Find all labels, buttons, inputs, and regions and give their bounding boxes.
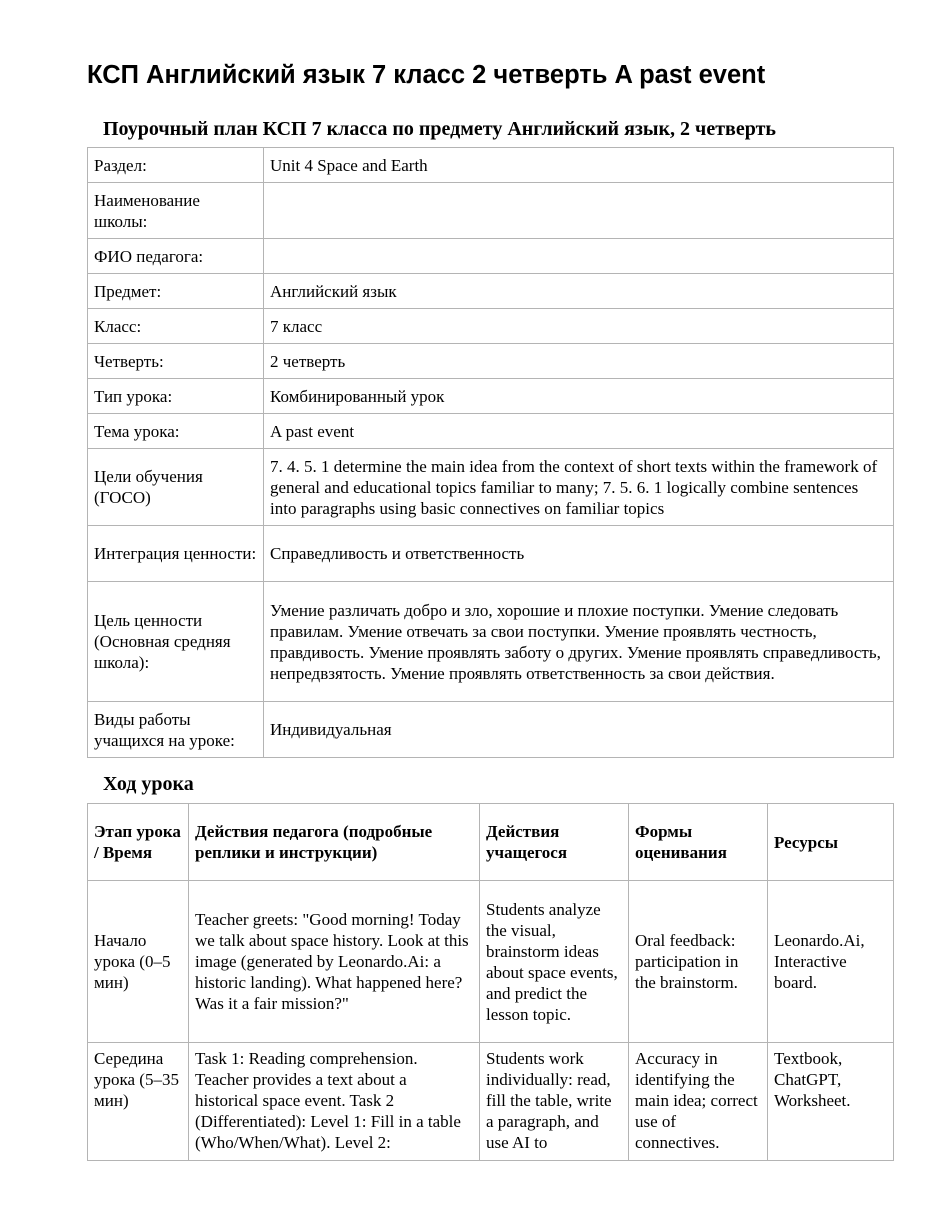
info-value: Умение различать добро и зло, хорошие и плохие поступки. Умение следовать правилам. Умение отвечать за свои поступки. Умение проявлять честность, правдивость. Умение проявлять заботу о других. Умение проявлять справедливость, непредвзятость. Умение проявлять ответственность за свои действия. <box>264 582 894 702</box>
info-label: Тема урока: <box>88 414 264 449</box>
assessment-cell: Accuracy in identifying the main idea; correct use of connectives. <box>629 1043 768 1161</box>
info-label: Четверть: <box>88 344 264 379</box>
info-label: Цель ценности (Основная средняя школа): <box>88 582 264 702</box>
table-row <box>88 1043 894 1161</box>
info-row-section <box>88 148 894 183</box>
document-title: КСП Английский язык 7 класс 2 четверть A past event <box>87 61 766 89</box>
stage-cell: Начало урока (0–5 мин) <box>88 881 189 1043</box>
column-header-assessment: Формы оценивания <box>629 804 768 881</box>
info-value <box>264 183 894 239</box>
info-row-value-integration <box>88 526 894 582</box>
column-header-student-actions: Действия учащегося <box>480 804 629 881</box>
info-label: Виды работы учащихся на уроке: <box>88 702 264 758</box>
teacher-actions-cell: Task 1: Reading comprehension. Teacher provides a text about a historical space event. Task 2 (Differentiated): Level 1: Fill in a table (Who/When/What). Level 2: <box>189 1043 480 1161</box>
teacher-actions-cell: Teacher greets: "Good morning! Today we talk about space history. Look at this image (generated by Leonardo.Ai: a historic landing). What happened here? Was it a fair mission?" <box>189 881 480 1043</box>
info-row-topic <box>88 414 894 449</box>
info-value: Справедливость и ответственность <box>264 526 894 582</box>
info-row-school <box>88 183 894 239</box>
column-header-stage: Этап урока / Время <box>88 804 189 881</box>
info-value: Комбинированный урок <box>264 379 894 414</box>
info-value: Unit 4 Space and Earth <box>264 148 894 183</box>
info-value: Индивидуальная <box>264 702 894 758</box>
info-row-grade <box>88 309 894 344</box>
student-actions-cell: Students analyze the visual, brainstorm ideas about space events, and predict the lesson topic. <box>480 881 629 1043</box>
info-row-teacher <box>88 239 894 274</box>
info-value <box>264 239 894 274</box>
lesson-progress-heading: Ход урока <box>103 773 194 795</box>
info-row-subject <box>88 274 894 309</box>
info-row-value-goal <box>88 582 894 702</box>
info-label: Раздел: <box>88 148 264 183</box>
info-label: Тип урока: <box>88 379 264 414</box>
stage-cell: Середина урока (5–35 мин) <box>88 1043 189 1161</box>
info-label: ФИО педагога: <box>88 239 264 274</box>
info-row-quarter <box>88 344 894 379</box>
table-row <box>88 881 894 1043</box>
column-header-resources: Ресурсы <box>768 804 894 881</box>
info-value: Английский язык <box>264 274 894 309</box>
info-label: Класс: <box>88 309 264 344</box>
info-value: 7. 4. 5. 1 determine the main idea from the context of short texts within the framework of general and educational topics familiar to many; 7. 5. 6. 1 logically combine sentences into paragraphs using basic connectives on familiar topics <box>264 449 894 526</box>
info-value: 7 класс <box>264 309 894 344</box>
info-value: A past event <box>264 414 894 449</box>
info-row-work-types <box>88 702 894 758</box>
info-label: Наименование школы: <box>88 183 264 239</box>
resources-cell: Leonardo.Ai, Interactive board. <box>768 881 894 1043</box>
lesson-plan-subtitle: Поурочный план КСП 7 класса по предмету Английский язык, 2 четверть <box>103 118 776 140</box>
info-label: Цели обучения (ГОСО) <box>88 449 264 526</box>
info-value: 2 четверть <box>264 344 894 379</box>
info-row-lesson-type <box>88 379 894 414</box>
assessment-cell: Oral feedback: participation in the brainstorm. <box>629 881 768 1043</box>
lesson-info-table <box>87 147 894 758</box>
info-label: Интеграция ценности: <box>88 526 264 582</box>
column-header-teacher-actions: Действия педагога (подробные реплики и инструкции) <box>189 804 480 881</box>
lesson-progress-table <box>87 803 894 1161</box>
student-actions-cell: Students work individually: read, fill the table, write a paragraph, and use AI to <box>480 1043 629 1161</box>
info-label: Предмет: <box>88 274 264 309</box>
resources-cell: Textbook, ChatGPT, Worksheet. <box>768 1043 894 1161</box>
table-header-row <box>88 804 894 881</box>
info-row-objectives <box>88 449 894 526</box>
